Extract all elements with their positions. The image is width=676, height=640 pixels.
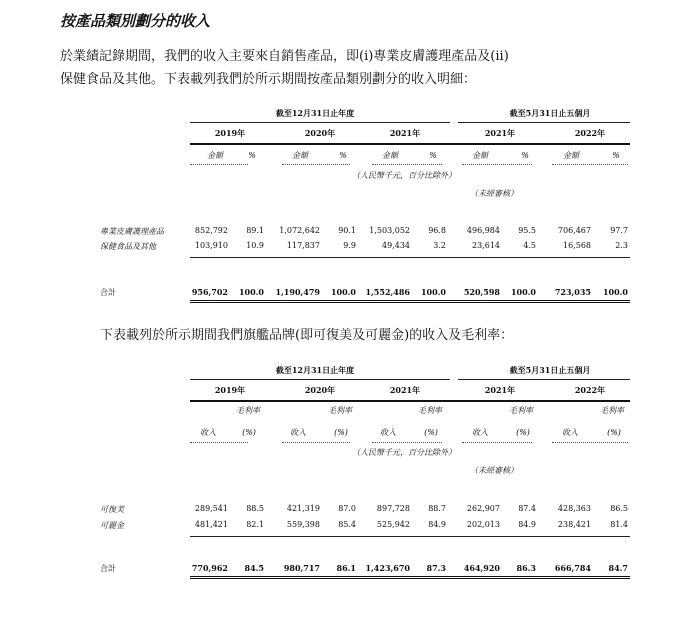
total2-cell-8: 666,784 <box>554 563 591 573</box>
total2-cell-2: 980,717 <box>283 563 320 573</box>
health-food-cell-0: 103,910 <box>194 241 228 250</box>
unit-note: （人民幣千元，百分比除外） <box>352 171 456 180</box>
total2-cell-4: 1,423,670 <box>365 563 410 573</box>
kelijin-cell-4: 525,942 <box>376 520 410 529</box>
col-margin-top-2021: 毛利率 <box>418 406 442 415</box>
col-margin-top-2021-5m: 毛利率 <box>509 406 533 415</box>
total-cell-4: 1,552,486 <box>365 287 410 297</box>
unaudited-note-2: （未經審核） <box>470 466 518 475</box>
skincare-cell-9: 97.7 <box>610 226 628 235</box>
col-margin-2021: (%) <box>424 428 438 437</box>
kelijin-cell-6: 202,013 <box>466 520 500 529</box>
row-label-total: 合計 <box>100 288 116 297</box>
total-cell-5: 100.0 <box>420 287 446 297</box>
col-amount-2021: 金額 <box>382 151 398 160</box>
unit-note-2: （人民幣千元，百分比除外） <box>352 448 456 457</box>
total-cell-1: 100.0 <box>238 287 264 297</box>
kefumei-cell-0: 289,541 <box>194 504 228 513</box>
skincare-cell-1: 89.1 <box>246 226 264 235</box>
col-pct-2022-5m: % <box>612 151 620 160</box>
kefumei-cell-4: 897,728 <box>376 504 410 513</box>
total2-cell-6: 464,920 <box>463 563 500 573</box>
total-cell-8: 723,035 <box>554 287 591 297</box>
col-amount-2019: 金額 <box>207 151 223 160</box>
skincare-cell-6: 496,984 <box>466 226 500 235</box>
total2-cell-1: 84.5 <box>244 563 264 573</box>
year-2019-t2: 2019年 <box>214 385 246 395</box>
group-header-year-ended: 截至12月31日止年度 <box>275 108 355 118</box>
kefumei-cell-8: 428,363 <box>557 504 591 513</box>
row-label-kelijin: 可麗金 <box>100 521 124 530</box>
health-food-cell-4: 49,434 <box>382 241 410 250</box>
row-label-health-food: 保健食品及其他 <box>100 242 156 251</box>
total2-cell-7: 86.3 <box>516 563 536 573</box>
year-2019: 2019年 <box>214 128 246 138</box>
skincare-cell-7: 95.5 <box>518 226 536 235</box>
kefumei-cell-7: 87.4 <box>518 504 536 513</box>
year-2022-5m: 2022年 <box>574 128 606 138</box>
col-pct-2021: % <box>429 151 437 160</box>
section-title: 按產品類別劃分的收入 <box>60 12 211 30</box>
kefumei-cell-3: 87.0 <box>338 504 356 513</box>
row-label-kefumei: 可復美 <box>100 505 124 514</box>
skincare-cell-5: 96.8 <box>428 226 446 235</box>
kelijin-cell-8: 238,421 <box>557 520 591 529</box>
col-margin-top-2022-5m: 毛利率 <box>600 406 624 415</box>
col-margin-2019: (%) <box>242 428 256 437</box>
year-2020: 2020年 <box>304 128 336 138</box>
col-pct-2020: % <box>339 151 347 160</box>
kefumei-cell-1: 88.5 <box>246 504 264 513</box>
skincare-cell-3: 90.1 <box>338 226 356 235</box>
health-food-cell-9: 2.3 <box>615 241 628 250</box>
kefumei-cell-2: 421,319 <box>286 504 320 513</box>
health-food-cell-5: 3.2 <box>433 241 446 250</box>
col-revenue-2021-5m: 收入 <box>472 428 488 437</box>
row-label-total-2: 合計 <box>100 564 116 573</box>
intro-paragraph-line-1: 於業績記錄期間，我們的收入主要來自銷售產品，即(i)專業皮膚護理產品及(ii) <box>60 49 509 64</box>
total2-cell-0: 770,962 <box>191 563 228 573</box>
col-margin-2021-5m: (%) <box>516 428 530 437</box>
row-label-skincare: 專業皮膚護理產品 <box>100 227 164 236</box>
total2-cell-5: 87.3 <box>426 563 446 573</box>
total2-cell-9: 84.7 <box>608 563 628 573</box>
kelijin-cell-5: 84.9 <box>428 520 446 529</box>
intro-paragraph-brands: 下表載列於所示期間我們旗艦品牌(即可復美及可麗金)的收入及毛利率： <box>100 328 514 343</box>
col-revenue-2019: 收入 <box>200 428 216 437</box>
kefumei-cell-5: 88.7 <box>428 504 446 513</box>
kelijin-cell-7: 84.9 <box>518 520 536 529</box>
group-header-five-months-2: 截至5月31日止五個月 <box>509 365 591 375</box>
kelijin-cell-0: 481,421 <box>194 520 228 529</box>
col-pct-2019: % <box>248 151 256 160</box>
year-2021-5m: 2021年 <box>484 128 516 138</box>
skincare-cell-8: 706,467 <box>557 226 591 235</box>
year-2021: 2021年 <box>389 128 421 138</box>
col-margin-top-2019: 毛利率 <box>236 406 260 415</box>
kelijin-cell-1: 82.1 <box>246 520 264 529</box>
total-cell-9: 100.0 <box>602 287 628 297</box>
unaudited-note: （未經審核） <box>470 189 518 198</box>
skincare-cell-0: 852,792 <box>194 226 228 235</box>
skincare-cell-2: 1,072,642 <box>279 226 320 235</box>
total-cell-2: 1,190,479 <box>275 287 320 297</box>
intro-paragraph-line-2: 保健食品及其他。下表載列我們於所示期間按產品類別劃分的收入明細： <box>60 72 477 87</box>
col-amount-2021-5m: 金額 <box>472 151 488 160</box>
kelijin-cell-3: 85.4 <box>338 520 356 529</box>
kelijin-cell-9: 81.4 <box>610 520 628 529</box>
year-2021-t2: 2021年 <box>389 385 421 395</box>
year-2020-t2: 2020年 <box>304 385 336 395</box>
health-food-cell-3: 9.9 <box>343 241 356 250</box>
total2-cell-3: 86.1 <box>336 563 356 573</box>
year-2022-5m-t2: 2022年 <box>574 385 606 395</box>
kefumei-cell-6: 262,907 <box>466 504 500 513</box>
group-header-year-ended-2: 截至12月31日止年度 <box>275 365 355 375</box>
total-cell-7: 100.0 <box>510 287 536 297</box>
col-revenue-2022-5m: 收入 <box>562 428 578 437</box>
health-food-cell-6: 23,614 <box>472 241 500 250</box>
col-amount-2022-5m: 金額 <box>563 151 579 160</box>
health-food-cell-7: 4.5 <box>523 241 536 250</box>
year-2021-5m-t2: 2021年 <box>484 385 516 395</box>
health-food-cell-1: 10.9 <box>246 241 264 250</box>
col-amount-2020: 金額 <box>292 151 308 160</box>
col-margin-2022-5m: (%) <box>607 428 621 437</box>
col-margin-2020: (%) <box>334 428 348 437</box>
total-cell-6: 520,598 <box>463 287 500 297</box>
total-cell-3: 100.0 <box>330 287 356 297</box>
skincare-cell-4: 1,503,052 <box>369 226 410 235</box>
health-food-cell-2: 117,837 <box>286 241 320 250</box>
col-revenue-2020: 收入 <box>290 428 306 437</box>
col-margin-top-2020: 毛利率 <box>328 406 352 415</box>
group-header-five-months: 截至5月31日止五個月 <box>509 108 591 118</box>
health-food-cell-8: 16,568 <box>563 241 591 250</box>
kefumei-cell-9: 86.5 <box>610 504 628 513</box>
col-pct-2021-5m: % <box>521 151 529 160</box>
total-cell-0: 956,702 <box>191 287 228 297</box>
col-revenue-2021: 收入 <box>380 428 396 437</box>
kelijin-cell-2: 559,398 <box>286 520 320 529</box>
